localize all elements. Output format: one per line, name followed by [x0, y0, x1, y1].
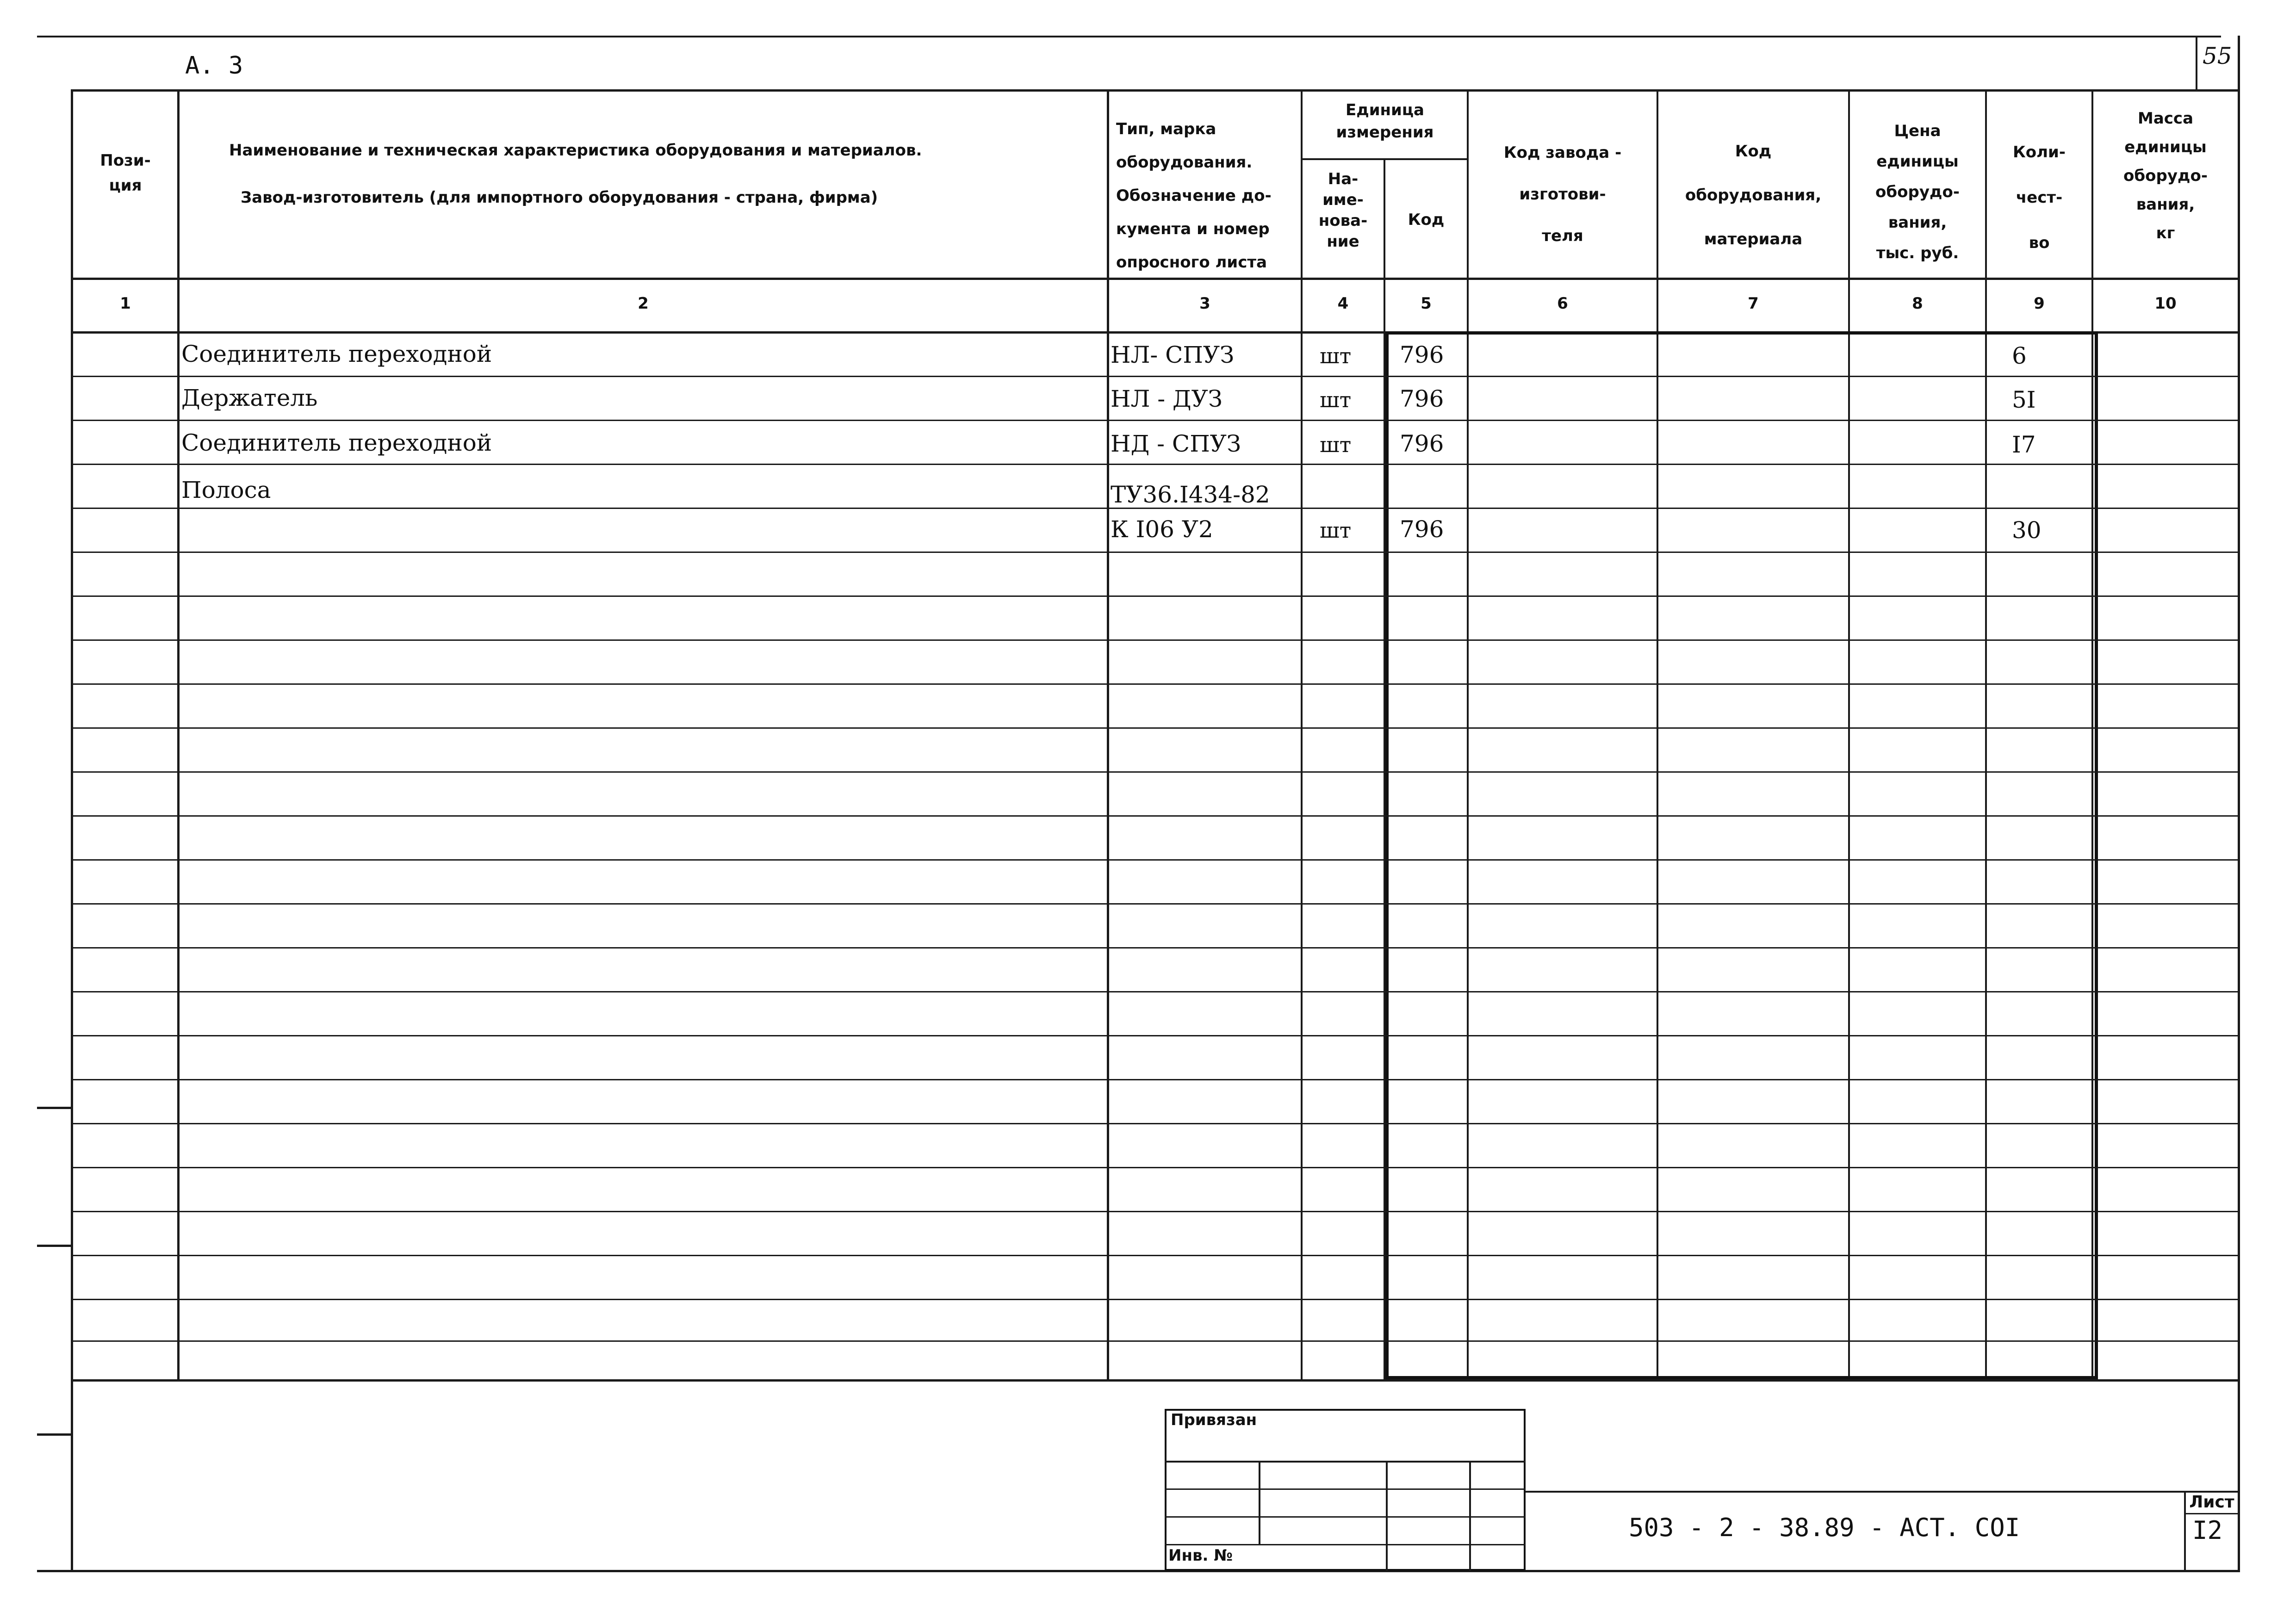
row2-name: Держатель: [181, 384, 318, 411]
row-line: [71, 1079, 2238, 1080]
stamp-rule: [1165, 1488, 1526, 1490]
row-line: [71, 1123, 2238, 1124]
row-line: [71, 859, 2238, 861]
row1-type: НЛ- СПУЗ: [1111, 341, 1235, 368]
corner-label: А. 3: [185, 52, 243, 80]
row-line: [71, 595, 2238, 597]
sheet-label: Лист: [2189, 1493, 2234, 1512]
col-div-3: [1301, 90, 1303, 1381]
row-line: [71, 1299, 2238, 1300]
row-line: [71, 639, 2238, 641]
row-line: [71, 903, 2238, 905]
stamp-rule: [1165, 1516, 1526, 1518]
row2-unit: шт: [1320, 387, 1352, 412]
row-line: [71, 1340, 2238, 1342]
col-div-2: [1107, 90, 1109, 1381]
colnum-9: 9: [2034, 294, 2045, 313]
header-mass: Масса единицы оборудо- вания, кг: [2123, 109, 2208, 242]
row3-type: НД - СПУЗ: [1111, 430, 1241, 457]
row-line: [71, 991, 2238, 992]
row-line: [71, 1211, 2238, 1212]
row-line: [71, 1167, 2238, 1168]
table-bottom: [71, 1379, 2238, 1382]
header-unit: Единица измерения: [1336, 101, 1434, 142]
header-type: Тип, марка оборудования. Обозначение до- кумента и номер опросного листа: [1116, 120, 1272, 272]
row-line: [71, 376, 2238, 377]
colnum-5: 5: [1421, 294, 1432, 313]
row4-type: ТУ36.I434-82: [1111, 481, 1270, 508]
margin-tick: [37, 1107, 72, 1109]
row1-code: 796: [1400, 341, 1444, 368]
stamp-col: [1259, 1461, 1260, 1544]
margin-tick: [37, 1245, 72, 1247]
row-line: [71, 683, 2238, 685]
row5-unit: шт: [1320, 518, 1352, 543]
row-line: [71, 464, 2238, 465]
row-line: [71, 815, 2238, 817]
row2-type: НЛ - ДУЗ: [1111, 385, 1222, 412]
margin-tick: [37, 1433, 72, 1436]
row-line: [71, 420, 2238, 421]
stamp-col: [1469, 1461, 1471, 1571]
stamp-col: [1386, 1461, 1388, 1571]
header-name-line2: Завод-изготовитель (для импортного оборудования - страна, фирма): [241, 188, 878, 207]
row5-type: К I06 У2: [1111, 516, 1213, 543]
row5-code: 796: [1400, 516, 1444, 543]
row1-qty: 6: [2012, 342, 2027, 369]
row3-qty: I7: [2012, 431, 2036, 458]
top-rule: [37, 36, 2221, 37]
row3-code: 796: [1400, 430, 1444, 457]
col-div-1: [177, 90, 180, 1381]
colnum-3: 3: [1199, 294, 1210, 313]
header-unit-code: Код: [1408, 211, 1445, 229]
inventory-label: Инв. №: [1168, 1546, 1233, 1565]
stamp-rule: [1165, 1461, 1526, 1463]
row3-unit: шт: [1320, 432, 1352, 457]
document-code: 503 - 2 - 38.89 - АСТ. СОI: [1629, 1513, 2020, 1542]
row2-code: 796: [1400, 385, 1444, 412]
colnum-2: 2: [638, 294, 649, 313]
header-unit-name: На- име- нова- ние: [1318, 170, 1368, 251]
bold-data-box: [1385, 331, 2098, 1379]
row-line: [71, 771, 2238, 773]
header-factory-code: Код завода - изготови- теля: [1503, 143, 1622, 245]
row1-unit: шт: [1320, 343, 1352, 368]
table-top: [71, 89, 2238, 92]
bottom-rule: [37, 1570, 2240, 1572]
header-position: Пози- ция: [100, 151, 151, 195]
row2-qty: 5I: [2012, 386, 2036, 413]
sheet-number: I2: [2192, 1516, 2223, 1545]
header-equipment-code: Код оборудования, материала: [1685, 142, 1822, 248]
header-price: Цена единицы оборудо- вания, тыс. руб.: [1875, 122, 1960, 262]
colnum-4: 4: [1337, 294, 1349, 313]
row5-qty: 30: [2012, 517, 2042, 544]
colnum-8: 8: [1912, 294, 1923, 313]
page-number: 55: [2203, 43, 2232, 69]
row-line: [71, 552, 2238, 553]
unit-subheader-rule: [1301, 158, 1468, 160]
colnum-10: 10: [2154, 294, 2177, 313]
bound-label: Привязан: [1171, 1411, 1257, 1429]
row3-name: Соединитель переходной: [181, 429, 492, 456]
colnum-6: 6: [1557, 294, 1568, 313]
colnum-1: 1: [120, 294, 131, 313]
colnum-7: 7: [1748, 294, 1759, 313]
row-line: [71, 1035, 2238, 1036]
header-quantity: Коли- чест- во: [2013, 143, 2066, 252]
row-line: [71, 947, 2238, 949]
row4-name: Полоса: [181, 477, 271, 503]
row-line: [71, 727, 2238, 729]
row-line: [71, 1255, 2238, 1256]
right-border: [2238, 36, 2240, 1572]
header-name-line1: Наименование и техническая характеристика оборудования и материалов.: [229, 141, 922, 160]
page-box-left: [2196, 36, 2197, 90]
title-block-top: [1526, 1491, 2238, 1493]
row1-name: Соединитель переходной: [181, 341, 492, 367]
